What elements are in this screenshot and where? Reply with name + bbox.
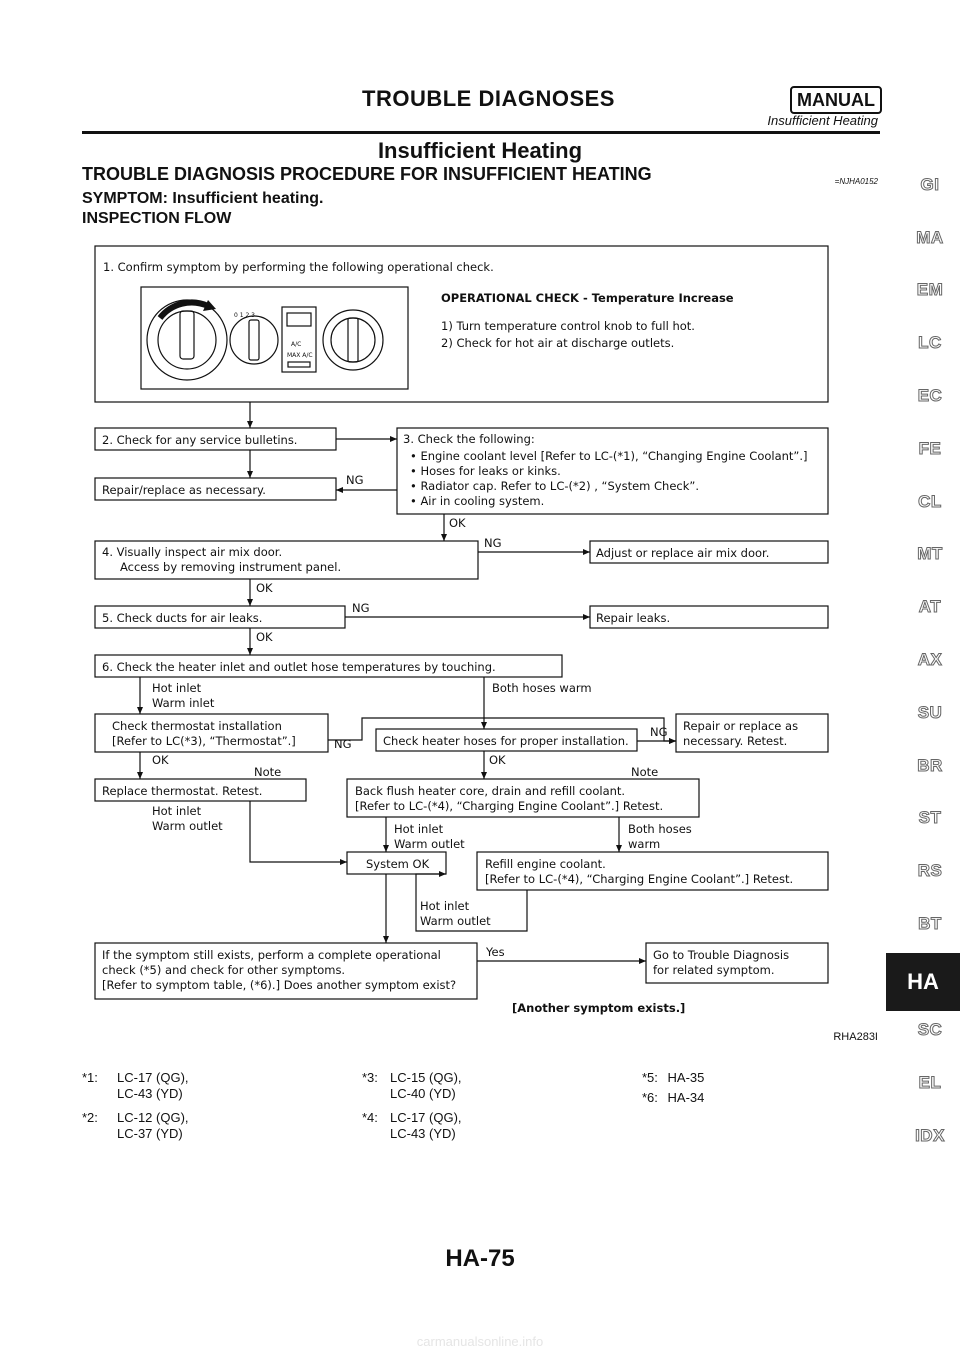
step3-line5: • Air in cooling system.: [410, 494, 545, 508]
footnote-value: LC-43 (YD): [390, 1126, 456, 1141]
header-title: TROUBLE DIAGNOSES: [362, 86, 615, 111]
tab-lc[interactable]: LC: [918, 333, 942, 352]
ng-label: NG: [650, 725, 668, 739]
manual-badge: MANUAL: [790, 86, 882, 114]
tab-ma[interactable]: MA: [916, 228, 944, 247]
tab-el[interactable]: EL: [918, 1073, 942, 1092]
replace-thermostat-text: Replace thermostat. Retest.: [102, 784, 263, 798]
warm-outlet-label: Warm outlet: [152, 819, 223, 833]
footnote-6: [642, 1090, 704, 1106]
goto-line2: for related symptom.: [653, 963, 775, 977]
step3-line2: • Engine coolant level [Refer to LC-(*1), “Changing Engine Coolant”.]: [410, 449, 808, 463]
tab-sc[interactable]: SC: [917, 1020, 943, 1039]
repair-retest-line2: necessary. Retest.: [683, 734, 788, 748]
footnote-label: *2:: [82, 1110, 98, 1125]
step2-text: 2. Check for any service bulletins.: [102, 433, 298, 447]
footnote-value: LC-43 (YD): [117, 1086, 183, 1101]
footnote-value: LC-12 (QG),: [117, 1110, 189, 1125]
both-warm-label: Both hoses warm: [492, 681, 592, 695]
hot-inlet-label: Hot inlet: [420, 899, 470, 913]
tab-cl[interactable]: CL: [918, 492, 942, 511]
hot-inlet-label: Hot inlet: [152, 804, 202, 818]
tab-ax[interactable]: AX: [917, 650, 943, 669]
footnote-3: [362, 1070, 462, 1102]
tab-idx[interactable]: IDX: [915, 1126, 945, 1145]
back-flush-line2: [Refer to LC-(*4), “Charging Engine Coolant”.] Retest.: [355, 799, 664, 813]
warm-label: warm: [628, 837, 661, 851]
footnote-value: HA-35: [667, 1070, 705, 1085]
step3-line4: • Radiator cap. Refer to LC-(*2) , “System Check”.: [410, 479, 700, 493]
another-symptom-label: [Another symptom exists.]: [512, 1001, 686, 1015]
warm-inlet-label: Warm inlet: [152, 696, 215, 710]
op-check-step2: 2) Check for hot air at discharge outlets.: [441, 336, 675, 350]
tab-ec[interactable]: EC: [917, 386, 943, 405]
footnote-4: [362, 1110, 462, 1142]
tab-ha-active[interactable]: HA: [886, 953, 960, 1011]
warm-outlet-label: Warm outlet: [420, 914, 491, 928]
tab-at[interactable]: AT: [918, 597, 942, 616]
ng-label: NG: [346, 473, 364, 487]
footnote-label: *1:: [82, 1070, 98, 1085]
step4-line2: Access by removing instrument panel.: [120, 560, 342, 574]
ok-label: OK: [152, 753, 169, 767]
final-line1: If the symptom still exists, perform a complete operational: [102, 948, 441, 962]
goto-line1: Go to Trouble Diagnosis: [653, 948, 790, 962]
ok-label: OK: [449, 516, 466, 530]
footnote-value: LC-17 (QG),: [390, 1110, 462, 1125]
footnote-label: *6:: [642, 1090, 658, 1105]
step5-text: 5. Check ducts for air leaks.: [102, 611, 263, 625]
op-check-step1: 1) Turn temperature control knob to full hot.: [441, 319, 695, 333]
hot-inlet-label: Hot inlet: [394, 822, 444, 836]
ok-label: OK: [256, 581, 273, 595]
footnote-label: *4:: [362, 1110, 378, 1125]
footnote-label: *3:: [362, 1070, 378, 1085]
note-label: Note: [631, 765, 659, 779]
step1-text: 1. Confirm symptom by performing the following operational check.: [103, 260, 494, 274]
page-number: HA-75: [445, 1245, 515, 1272]
system-ok-text: System OK: [366, 857, 430, 871]
hot-inlet-label: Hot inlet: [152, 681, 202, 695]
footnote-value: LC-40 (YD): [390, 1086, 456, 1101]
ng-label: NG: [334, 737, 352, 751]
final-line3: [Refer to symptom table, (*6).] Does another symptom exist?: [102, 978, 457, 992]
watermark: carmanualsonline.info: [416, 1334, 544, 1349]
heater-control-panel: [141, 287, 408, 389]
tab-su[interactable]: SU: [917, 703, 943, 722]
tab-br[interactable]: BR: [917, 756, 943, 775]
footnote-value: LC-17 (QG),: [117, 1070, 189, 1085]
inspection-flow-title: INSPECTION FLOW: [82, 210, 232, 227]
both-hoses-label: Both hoses: [628, 822, 692, 836]
repair-leaks-text: Repair leaks.: [596, 611, 671, 625]
tab-st[interactable]: ST: [918, 808, 942, 827]
header-subtitle: Insufficient Heating: [767, 113, 878, 128]
back-flush-line1: Back flush heater core, drain and refill coolant.: [355, 784, 626, 798]
ng-label: NG: [352, 601, 370, 615]
figure-code: RHA283I: [833, 1031, 878, 1043]
warm-outlet-label: Warm outlet: [394, 837, 465, 851]
footnote-5: [642, 1070, 704, 1086]
heater-hoses-text: Check heater hoses for proper installation.: [383, 734, 629, 748]
max-ac-label: MAX A/C: [287, 352, 313, 359]
final-line2: check (*5) and check for other symptoms.: [102, 963, 346, 977]
ok-label: OK: [256, 630, 273, 644]
note-label: Note: [254, 765, 282, 779]
thermostat-line1: Check thermostat installation: [112, 719, 282, 733]
refill-line2: [Refer to LC-(*4), “Charging Engine Coolant”.] Retest.: [485, 872, 794, 886]
repair-text: Repair/replace as necessary.: [102, 483, 266, 497]
footnote-label: *5:: [642, 1070, 658, 1085]
step6-text: 6. Check the heater inlet and outlet hose temperatures by touching.: [102, 660, 496, 674]
tab-rs[interactable]: RS: [917, 861, 943, 880]
thermostat-line2: [Refer to LC(*3), “Thermostat”.]: [112, 734, 296, 748]
symptom-heading: SYMPTOM: Insufficient heating.: [82, 190, 324, 207]
step3-line1: 3. Check the following:: [403, 432, 535, 446]
tab-fe[interactable]: FE: [918, 439, 942, 458]
yes-label: Yes: [486, 945, 505, 959]
footnote-value: LC-37 (YD): [117, 1126, 183, 1141]
footnote-2: [82, 1110, 189, 1142]
footnote-value: LC-15 (QG),: [390, 1070, 462, 1085]
procedure-title: TROUBLE DIAGNOSIS PROCEDURE FOR INSUFFICIENT HEATING: [82, 164, 652, 184]
svg-text:0 1 2 3: 0 1 2 3: [234, 312, 255, 319]
step3-line3: • Hoses for leaks or kinks.: [410, 464, 561, 478]
adjust-text: Adjust or replace air mix door.: [596, 546, 770, 560]
ng-label: NG: [484, 536, 502, 550]
footnote-1: [82, 1070, 189, 1102]
page-title: Insufficient Heating: [377, 138, 583, 163]
tab-gi[interactable]: GI: [920, 175, 940, 194]
refill-line1: Refill engine coolant.: [485, 857, 606, 871]
op-check-title: OPERATIONAL CHECK - Temperature Increase: [441, 291, 734, 305]
step4-line1: 4. Visually inspect air mix door.: [102, 545, 283, 559]
tab-mt[interactable]: MT: [917, 544, 943, 563]
reference-code: =NJHA0152: [834, 177, 878, 186]
tab-bt[interactable]: BT: [918, 914, 942, 933]
footnote-value: HA-34: [667, 1090, 705, 1105]
tab-em[interactable]: EM: [916, 280, 944, 299]
ok-label: OK: [489, 753, 506, 767]
repair-retest-line1: Repair or replace as: [683, 719, 799, 733]
ac-label: A/C: [291, 341, 302, 348]
